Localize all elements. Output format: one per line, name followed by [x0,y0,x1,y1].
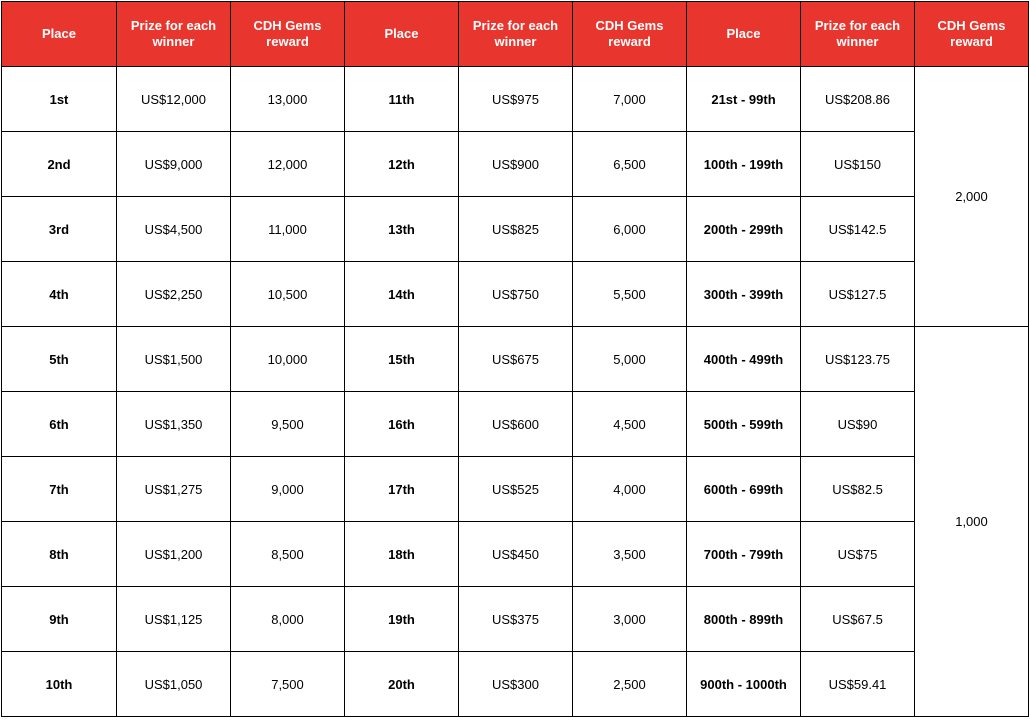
place-cell: 100th - 199th [687,132,801,197]
table-row [2,67,1029,132]
gems-cell: 11,000 [231,197,345,262]
place-cell: 20th [345,652,459,717]
prize-cell: US$750 [459,262,573,327]
place-cell: 13th [345,197,459,262]
prize-cell: US$9,000 [117,132,231,197]
table-row [2,652,1029,717]
prize-cell: US$300 [459,652,573,717]
gems-cell: 6,000 [573,197,687,262]
prize-cell: US$675 [459,327,573,392]
prize-cell: US$59.41 [801,652,915,717]
place-cell: 1st [2,67,117,132]
header-place: Place [687,2,801,67]
place-cell: 600th - 699th [687,457,801,522]
header-place: Place [345,2,459,67]
prize-cell: US$90 [801,392,915,457]
gems-cell: 3,500 [573,522,687,587]
gems-cell: 7,000 [573,67,687,132]
header-prize: Prize for each winner [801,2,915,67]
place-cell: 14th [345,262,459,327]
header-place: Place [2,2,117,67]
gems-cell: 13,000 [231,67,345,132]
header-prize: Prize for each winner [459,2,573,67]
place-cell: 2nd [2,132,117,197]
gems-cell: 10,500 [231,262,345,327]
table-row [2,457,1029,522]
gems-cell: 8,500 [231,522,345,587]
place-cell: 700th - 799th [687,522,801,587]
prize-cell: US$123.75 [801,327,915,392]
prize-cell: US$208.86 [801,67,915,132]
prize-table [1,1,1029,717]
place-cell: 12th [345,132,459,197]
place-cell: 300th - 399th [687,262,801,327]
place-cell: 900th - 1000th [687,652,801,717]
place-cell: 3rd [2,197,117,262]
place-cell: 21st - 99th [687,67,801,132]
gems-merged-cell: 1,000 [915,327,1029,717]
prize-cell: US$2,250 [117,262,231,327]
place-cell: 8th [2,522,117,587]
place-cell: 7th [2,457,117,522]
place-cell: 17th [345,457,459,522]
prize-cell: US$75 [801,522,915,587]
place-cell: 200th - 299th [687,197,801,262]
header-gems: CDH Gems reward [915,2,1029,67]
header-row [2,2,1029,67]
place-cell: 5th [2,327,117,392]
gems-cell: 5,500 [573,262,687,327]
gems-cell: 6,500 [573,132,687,197]
prize-cell: US$4,500 [117,197,231,262]
prize-cell: US$1,125 [117,587,231,652]
prize-cell: US$67.5 [801,587,915,652]
header-prize: Prize for each winner [117,2,231,67]
gems-cell: 8,000 [231,587,345,652]
table-row [2,197,1029,262]
prize-cell: US$1,275 [117,457,231,522]
prize-cell: US$825 [459,197,573,262]
place-cell: 500th - 599th [687,392,801,457]
gems-merged-cell: 2,000 [915,67,1029,327]
prize-cell: US$450 [459,522,573,587]
table-row [2,132,1029,197]
table-row [2,262,1029,327]
place-cell: 15th [345,327,459,392]
place-cell: 10th [2,652,117,717]
gems-cell: 2,500 [573,652,687,717]
place-cell: 4th [2,262,117,327]
place-cell: 11th [345,67,459,132]
prize-cell: US$142.5 [801,197,915,262]
gems-cell: 12,000 [231,132,345,197]
gems-cell: 5,000 [573,327,687,392]
table-row [2,327,1029,392]
prize-cell: US$127.5 [801,262,915,327]
prize-cell: US$1,050 [117,652,231,717]
prize-cell: US$1,350 [117,392,231,457]
prize-cell: US$525 [459,457,573,522]
prize-cell: US$1,500 [117,327,231,392]
table-row [2,587,1029,652]
place-cell: 19th [345,587,459,652]
gems-cell: 4,000 [573,457,687,522]
place-cell: 9th [2,587,117,652]
prize-cell: US$150 [801,132,915,197]
place-cell: 16th [345,392,459,457]
place-cell: 400th - 499th [687,327,801,392]
table-row [2,392,1029,457]
place-cell: 800th - 899th [687,587,801,652]
prize-cell: US$12,000 [117,67,231,132]
prize-cell: US$600 [459,392,573,457]
gems-cell: 10,000 [231,327,345,392]
table-row [2,522,1029,587]
gems-cell: 4,500 [573,392,687,457]
prize-cell: US$900 [459,132,573,197]
prize-cell: US$375 [459,587,573,652]
prize-cell: US$975 [459,67,573,132]
prize-cell: US$1,200 [117,522,231,587]
header-gems: CDH Gems reward [231,2,345,67]
place-cell: 6th [2,392,117,457]
gems-cell: 3,000 [573,587,687,652]
gems-cell: 7,500 [231,652,345,717]
prize-cell: US$82.5 [801,457,915,522]
place-cell: 18th [345,522,459,587]
header-gems: CDH Gems reward [573,2,687,67]
gems-cell: 9,000 [231,457,345,522]
gems-cell: 9,500 [231,392,345,457]
